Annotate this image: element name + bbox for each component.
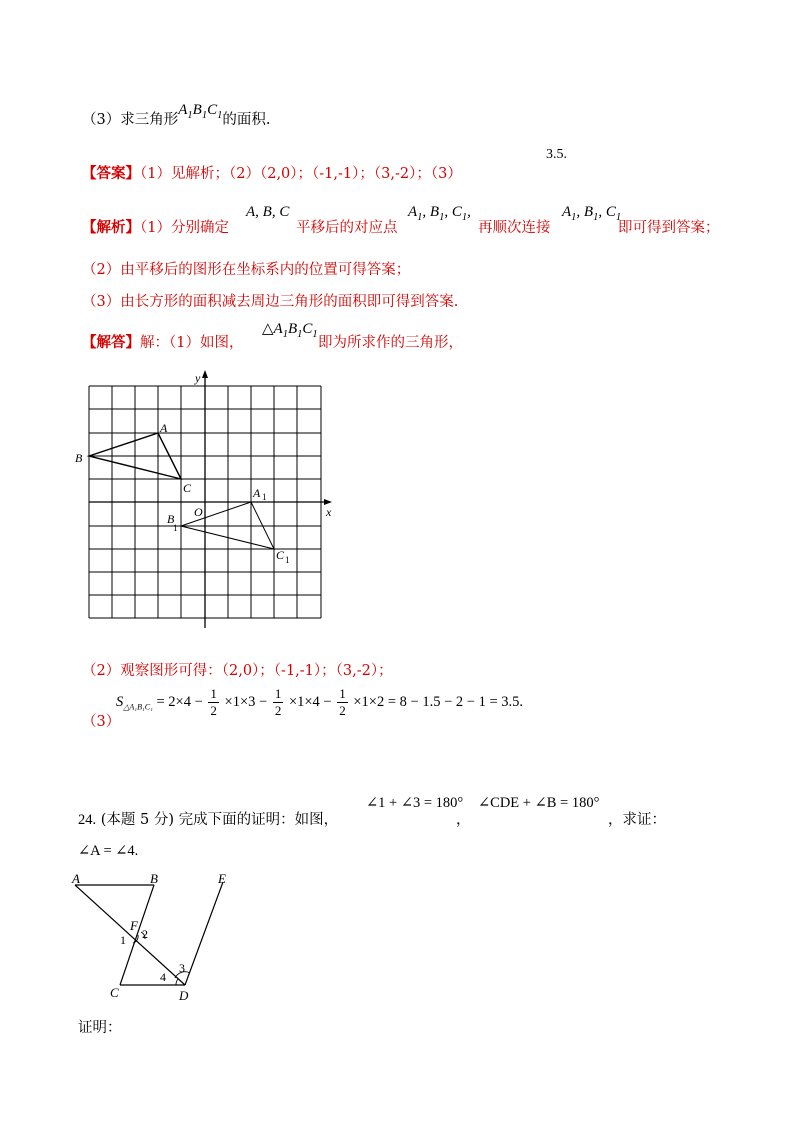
solution-2-value-3: （3,-2）；	[335, 663, 393, 679]
label-angle-4: 4	[160, 970, 166, 984]
label-b: B	[150, 871, 158, 886]
label-e: E	[218, 871, 226, 886]
point-c-label: C	[183, 481, 192, 495]
coordinate-grid-figure	[70, 364, 340, 634]
answer-line	[82, 162, 462, 183]
origin-label: O	[194, 505, 203, 519]
label-f: F	[130, 918, 138, 933]
fraction-half-1: $\frac{1}{2}$	[210, 686, 217, 718]
proof-label: 证明：	[78, 1020, 122, 1036]
solution-2-text: （2）观察图形可得：	[82, 663, 222, 679]
analysis-text-b: 平移后的对应点	[296, 220, 398, 236]
fraction-half-2: $\frac{1}{2}$	[274, 686, 282, 718]
analysis-text-a: （1）分别确定	[140, 220, 229, 236]
formula-part-d: ×1×2 = 8 − 1.5 − 2 − 1 = 3.5.	[353, 693, 523, 710]
area-subscript: △A₁B₁C₁	[123, 702, 153, 712]
area-formula	[116, 686, 523, 719]
y-axis-arrow-icon	[202, 370, 208, 378]
point-b1-subscript: 1	[173, 523, 178, 533]
question-24-number: 24.	[78, 812, 97, 828]
label-angle-2: 2	[142, 927, 148, 941]
answer-value-4: 3.5.	[546, 147, 567, 162]
angle-4-arc	[176, 979, 178, 985]
answer-part-2: （2）	[228, 166, 260, 182]
question-24-prove-prompt: ，求证：	[608, 812, 666, 828]
point-a1-label: A	[253, 486, 261, 500]
condition-2: ∠CDE + ∠B = 180°	[478, 795, 600, 811]
goal-statement: ∠A = ∠4.	[78, 843, 139, 859]
analysis-text-d: 即可得到答案；	[618, 220, 720, 236]
segment-de	[185, 882, 223, 985]
answer-value-1: （2,0）；	[259, 166, 313, 182]
answer-part-3: （3）	[430, 166, 462, 182]
answer-tag: 【答案】	[82, 165, 140, 182]
area-symbol: S	[116, 693, 124, 710]
label-c: C	[110, 985, 119, 1000]
triangle-name: $A_1B_1C_1$	[178, 102, 223, 121]
question-3-suffix: 的面积.	[222, 112, 271, 128]
analysis-text-c: 再顺次连接	[478, 220, 551, 236]
solution-text-b: 即为所求作的三角形，	[318, 335, 463, 351]
x-axis-label: x	[326, 505, 332, 519]
question-24-line	[78, 808, 338, 829]
condition-1: ∠1 + ∠3 = 180°	[366, 795, 464, 811]
solution-2-value-1: （2,0）；	[221, 663, 274, 679]
solution-2-value-2: （-1,-1）；	[273, 663, 336, 679]
formula-part-a: = 2×4 −	[156, 693, 203, 710]
answer-part-1: （1）见解析；	[140, 166, 229, 182]
label-angle-3: 3	[179, 961, 185, 975]
point-c1-label: C	[276, 548, 285, 562]
answer-value-3: （3,-2）；	[373, 166, 431, 182]
condition-separator: ，	[456, 812, 471, 828]
points-a1b1c1-first: $A_1$, $B_1$, $C_1$,	[408, 204, 471, 223]
points-abc: A, B, C	[246, 204, 290, 220]
solution-text-a: 解：（1）如图，	[140, 335, 244, 351]
formula-part-c: ×1×4 −	[288, 693, 332, 710]
analysis-line-1	[82, 216, 229, 237]
fraction-half-3: $\frac{1}{2}$	[339, 686, 346, 718]
solution-line-2	[82, 659, 393, 680]
point-b1-label: B	[167, 512, 175, 526]
question-24-text: 完成下面的证明：如图，	[178, 812, 339, 828]
question-24-score: (本题 5 分)	[100, 812, 174, 828]
geometry-figure	[70, 870, 240, 1010]
analysis-tag: 【解析】	[82, 219, 140, 236]
solution-tag: 【解答】	[82, 334, 140, 351]
y-axis-label: y	[195, 371, 201, 385]
label-d: D	[179, 988, 189, 1003]
point-a-label: A	[160, 421, 168, 435]
points-a1b1c1-second: $A_1$, $B_1$, $C_1$	[562, 204, 622, 223]
triangle-a1b1c1-symbol: $\triangle A_1B_1C_1$	[262, 321, 318, 340]
solution-3-label: （3）	[82, 714, 121, 730]
label-a: A	[72, 871, 80, 886]
question-3-prefix: （3）求三角形	[82, 112, 179, 128]
segment-ad	[75, 885, 185, 985]
point-a1-subscript: 1	[262, 492, 267, 502]
formula-part-b: ×1×3 −	[224, 693, 268, 710]
analysis-line-3: （3）由长方形的面积减去周边三角形的面积即可得到答案.	[82, 294, 459, 310]
analysis-line-2: （2）由平移后的图形在坐标系内的位置可得答案；	[82, 262, 411, 278]
point-c1-subscript: 1	[285, 555, 290, 565]
question-3-line	[82, 102, 271, 131]
solution-line-1	[82, 331, 243, 352]
point-b-label: B	[75, 451, 83, 465]
label-angle-1: 1	[120, 933, 126, 947]
answer-value-2: （-1,-1）；	[312, 166, 374, 182]
